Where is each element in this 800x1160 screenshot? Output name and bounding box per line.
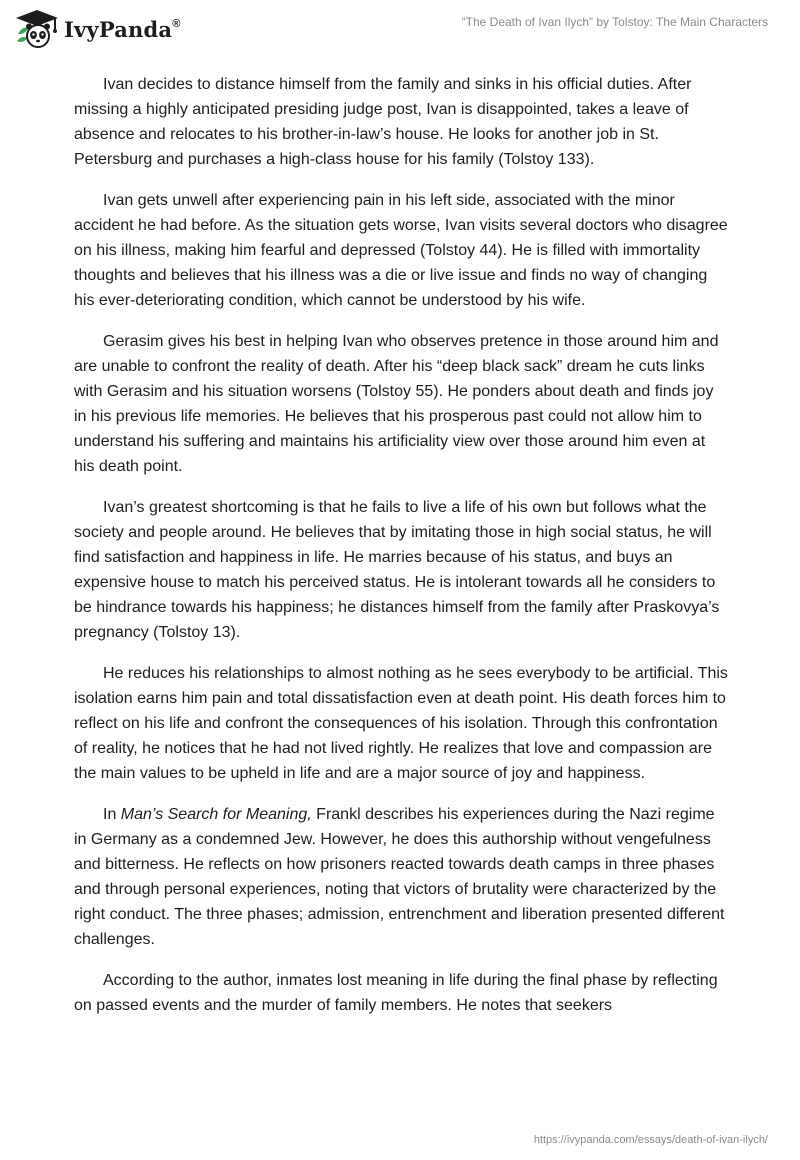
paragraph-7: According to the author, inmates lost meaning in life during the final phase by reflecting on passed events and the murder of family members. He notes that seekers — [74, 972, 718, 1014]
paragraph-6-rest: Frankl describes his experiences during the Nazi regime in Germany as a condemned Jew. However, he does this authorship without vengefulness and bitterness. He reflects on how prisoners reacted towards death camps in three phases and through personal experiences, noting that victors of brutality were characterized by the right conduct. The three phases; admission, entrenchment and liberation presented different challenges. — [74, 806, 725, 948]
page-header — [0, 0, 800, 60]
paragraph-1: Ivan decides to distance himself from the family and sinks in his official duties. After missing a highly anticipated presiding judge post, Ivan is disappointed, takes a leave of absence and relocates to his brother-in-law’s house. He looks for another job in St. Petersburg and purchases a high-class house for his family (Tolstoy 133). — [74, 76, 692, 168]
paragraph-3: Gerasim gives his best in helping Ivan who observes pretence in those around him and are unable to confront the reality of death. After his “deep black sack” dream he cuts links with Gerasim and his situation worsens (Tolstoy 55). He ponders about death and finds joy in his previous life memories. He believes that his prosperous past could not allow him to understand his suffering and maintains his artificiality view over those around him even at his death point. — [74, 333, 719, 475]
document-title: “The Death of Ivan Ilych” by Tolstoy: The Main Characters — [461, 15, 768, 29]
brand-name — [64, 17, 181, 42]
source-url[interactable]: https://ivypanda.com/essays/death-of-ivan-ilych/ — [533, 1134, 768, 1146]
paragraph-2: Ivan gets unwell after experiencing pain in his left side, associated with the minor accident he had before. As the situation gets worse, Ivan visits several doctors who disagree on his illness, making him fearful and depressed (Tolstoy 44). He is filled with immortality thoughts and believes that his illness was a die or live issue and finds no way of changing his ever-deteriorating condition, which cannot be understood by his wife. — [74, 192, 728, 309]
paragraph-6-lead: In — [103, 806, 121, 823]
registered-mark: ® — [172, 17, 181, 30]
brand-name-text: IvyPanda — [64, 16, 173, 42]
panda-graduate-icon — [14, 8, 60, 50]
paragraph-6 — [74, 802, 730, 952]
paragraph-4: Ivan’s greatest shortcoming is that he fails to live a life of his own but follows what the society and people around. He believes that by imitating those in high social status, he will find satisfaction and happiness in life. He marries because of his status, and buys an expensive house to match his perceived status. He is intolerant towards all he considers to be hindrance towards his happiness; he distances himself from the family after Praskovya’s pregnancy (Tolstoy 13). — [74, 499, 720, 641]
essay-body — [74, 72, 730, 1034]
paragraph-5: He reduces his relationships to almost nothing as he sees everybody to be artificial. This isolation earns him pain and total dissatisfaction even at death point. His death forces him to reflect on his life and confront the consequences of his isolation. Through this confrontation of reality, he notices that he had not lived rightly. He realizes that love and compassion are the main values to be upheld in life and are a major source of joy and happiness. — [74, 665, 728, 782]
brand-logo[interactable] — [14, 8, 181, 50]
book-title: Man’s Search for Meaning, — [120, 806, 312, 823]
